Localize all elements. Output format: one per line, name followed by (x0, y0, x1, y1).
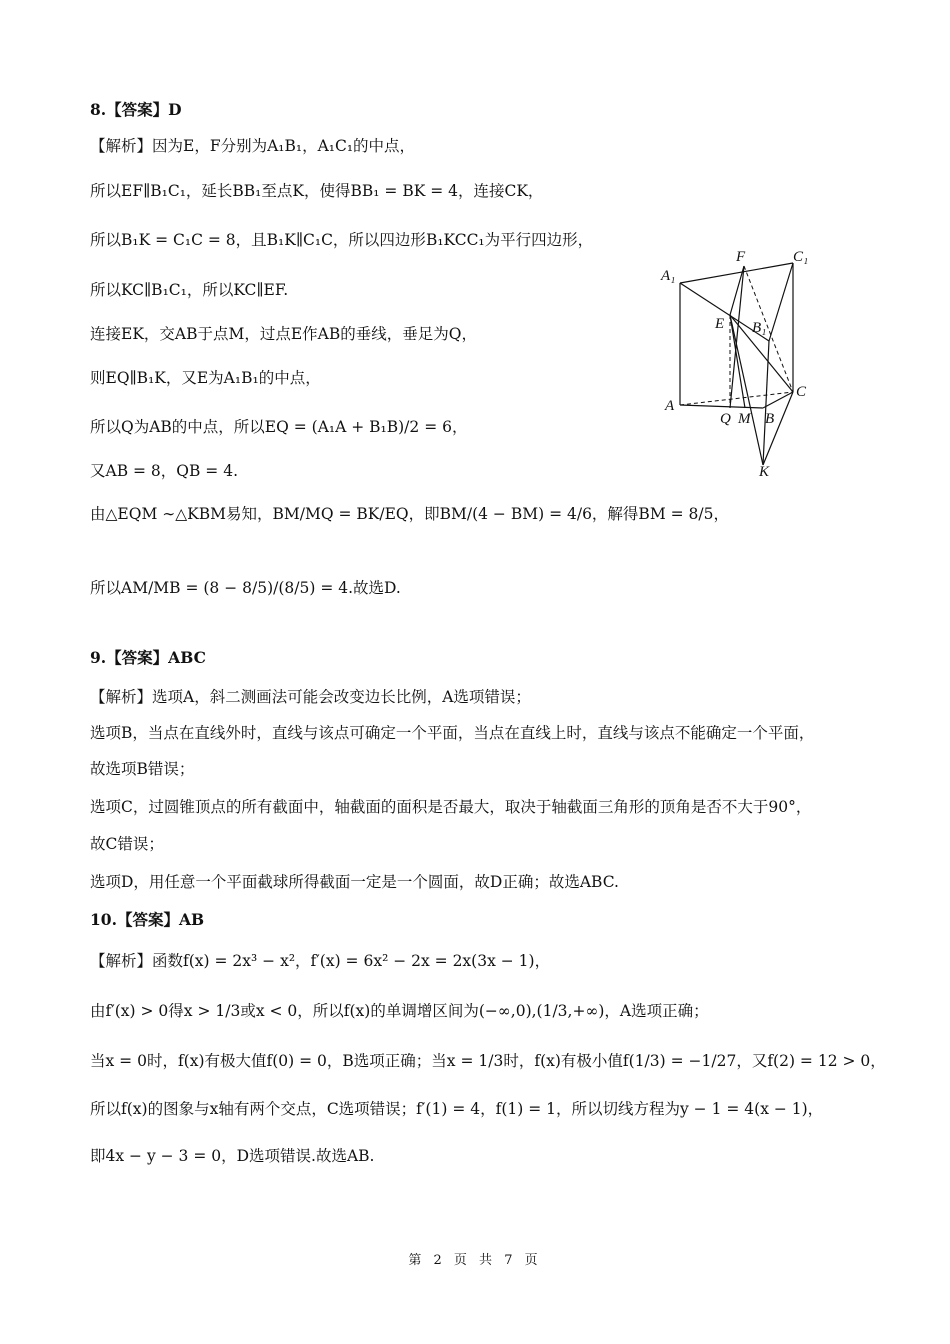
solution-10-line-3: 当x = 0时，f(x)有极大值f(0) = 0，B选项正确；当x = 1/3时，f(x)有极小值f(1/3) = −1/27，又f(2) = 12 > 0， (90, 1052, 886, 1070)
label-c: C (796, 384, 807, 400)
solution-8-line-2: 所以EF∥B₁C₁，延长BB₁至点K，使得BB₁ = BK = 4，连接CK， (90, 182, 544, 200)
solution-8-line-7: 所以Q为AB的中点，所以EQ = (A₁A + B₁B)/2 = 6， (90, 418, 468, 436)
solution-8-line-9: 由△EQM ∼△KBM易知，BM/MQ = BK/EQ，即BM/(4 − BM) = 4/6，解得BM = 8/5， (90, 505, 729, 523)
solution-9-line-1: 【解析】选项A，斜二测画法可能会改变边长比例，A选项错误； (90, 688, 531, 706)
edge-a-c (680, 392, 793, 405)
label-a: A (665, 398, 675, 414)
label-m: M (738, 411, 751, 427)
edge-a1-c1 (680, 263, 793, 283)
solution-10-line-1: 【解析】函数f(x) = 2x³ − x²，f′(x) = 6x² − 2x = 2x(3x − 1)， (90, 952, 551, 970)
prism-diagram (650, 240, 830, 490)
solution-9-line-2: 选项B，当点在直线外时，直线与该点可确定一个平面，当点在直线上时，直线与该点不能确定一个平面， (90, 724, 815, 742)
solution-9-line-6: 选项D，用任意一个平面截球所得截面一定是一个圆面，故D正确；故选ABC. (90, 873, 619, 891)
solution-9-answer: 9.【答案】ABC (90, 648, 206, 667)
label-a1: A₁ (661, 268, 676, 284)
edge-k-c (763, 392, 793, 465)
solution-9-line-4: 选项C，过圆锥顶点的所有截面中，轴截面的面积是否最大，取决于轴截面三角形的顶角是否不大于90°， (90, 798, 812, 816)
solution-8-line-3: 所以B₁K = C₁C = 8，且B₁K∥C₁C，所以四边形B₁KCC₁为平行四边形， (90, 231, 594, 249)
solution-8-line-4: 所以KC∥B₁C₁，所以KC∥EF. (90, 281, 289, 299)
label-c1: C₁ (793, 249, 809, 265)
solution-8-line-6: 则EQ∥B₁K，又E为A₁B₁的中点， (90, 369, 321, 387)
solution-9-line-3: 故选项B错误； (90, 760, 195, 778)
solution-9-line-5: 故C错误； (90, 835, 164, 853)
edge-b-c (763, 392, 793, 408)
solution-8-line-8: 又AB = 8，QB = 4. (90, 462, 239, 480)
solution-8-line-5: 连接EK，交AB于点M，过点E作AB的垂线，垂足为Q， (90, 325, 477, 343)
edge-b1-c1 (769, 263, 793, 341)
solution-10-line-2: 由f′(x) > 0得x > 1/3或x < 0，所以f(x)的单调增区间为(−∞,0),(1/3,+∞)，A选项正确； (90, 1002, 709, 1020)
solution-8-line-1: 【解析】因为E，F分别为A₁B₁，A₁C₁的中点， (90, 137, 416, 155)
label-k: K (759, 464, 770, 480)
label-f: F (736, 249, 746, 265)
solution-8-answer: 8.【答案】D (90, 100, 182, 119)
solution-10-answer: 10.【答案】AB (90, 910, 205, 929)
label-b: B (765, 411, 775, 427)
solution-8-line-10: 所以AM/MB = (8 − 8/5)/(8/5) = 4.故选D. (90, 579, 401, 597)
label-q: Q (720, 411, 731, 427)
label-e: E (715, 316, 725, 332)
page-footer: 第 2 页 共 7 页 (408, 1253, 542, 1268)
label-b1: B₁ (752, 320, 767, 336)
solution-10-line-4: 所以f(x)的图象与x轴有两个交点，C选项错误；f′(1) = 4，f(1) = 1，所以切线方程为y − 1 = 4(x − 1)， (90, 1100, 824, 1118)
edge-e-k (730, 315, 763, 465)
solution-10-line-5: 即4x − y − 3 = 0，D选项错误.故选AB. (90, 1147, 375, 1165)
